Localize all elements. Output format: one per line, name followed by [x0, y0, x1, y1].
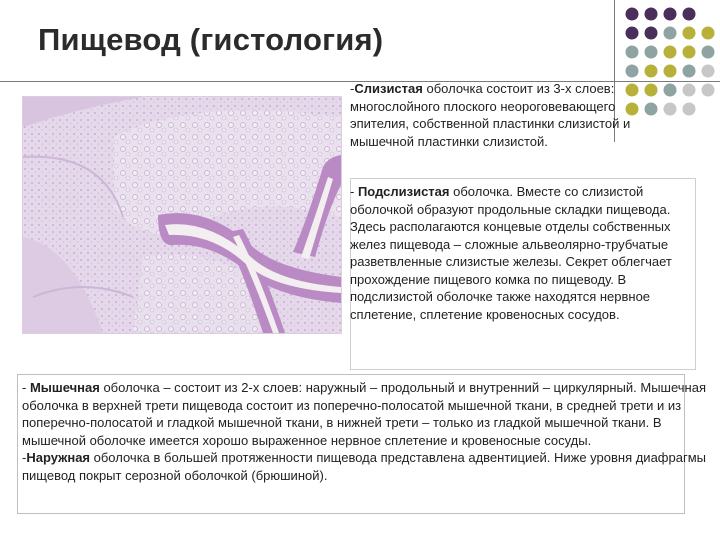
submucosa-paragraph [350, 183, 694, 323]
adventitia-lead: - [22, 450, 27, 466]
muscularis-paragraph [22, 379, 712, 485]
muscularis-text: оболочка – состоит из 2-х слоев: наружный – продольный и внутренний – циркулярный. Мышечная оболочка в верхней трети пищевода состоит из поперечно-полосатой мышечной ткани, в средней трети и из поперечно-полосатой и гладкой мышечной ткани, в нижней трети – только из гладкой мышечной ткани. В мышечной оболочке имеется хорошо выраженное нервное сплетение и кровеносные сосуды. [22, 380, 707, 448]
slide-title: Пищевод (гистология) [38, 22, 384, 57]
mucosa-text: оболочка состоит из 3-х слоев: многослойного плоского неороговевающего эпителия, собственной пластинки слизистой и мышечной пластинки слизистой. [350, 81, 631, 149]
decor-dot-grid [624, 6, 720, 122]
submucosa-term: Подслизистая [357, 184, 450, 199]
mucosa-term: Слизистая [354, 81, 423, 96]
mucosa-lead: - [350, 81, 355, 96]
histology-micrograph [22, 96, 342, 334]
muscularis-lead: - [22, 380, 30, 395]
adventitia-text: оболочка в большей протяженности пищевода представлена адвентицией. Ниже уровня диафрагмы пищевод покрыт серозной оболочкой (брюшиной). [22, 450, 706, 483]
submucosa-text: оболочка. Вместе со слизистой оболочкой образуют продольные складки пищевода. Здесь располагаются концевые отделы собственных желез пищевода – сложные альвеолярно-трубчатые разветвленные слизистые железы. Секрет облегчает прохождение пищевого комка по пищеводу. В подслизистой оболочке также находятся нервное сплетение, сплетение кровеносных сосудов. [350, 184, 672, 322]
muscularis-term: Мышечная [29, 380, 100, 395]
adventitia-term: Наружная [26, 450, 91, 466]
submucosa-lead: - [350, 184, 358, 199]
mucosa-paragraph [350, 80, 632, 150]
